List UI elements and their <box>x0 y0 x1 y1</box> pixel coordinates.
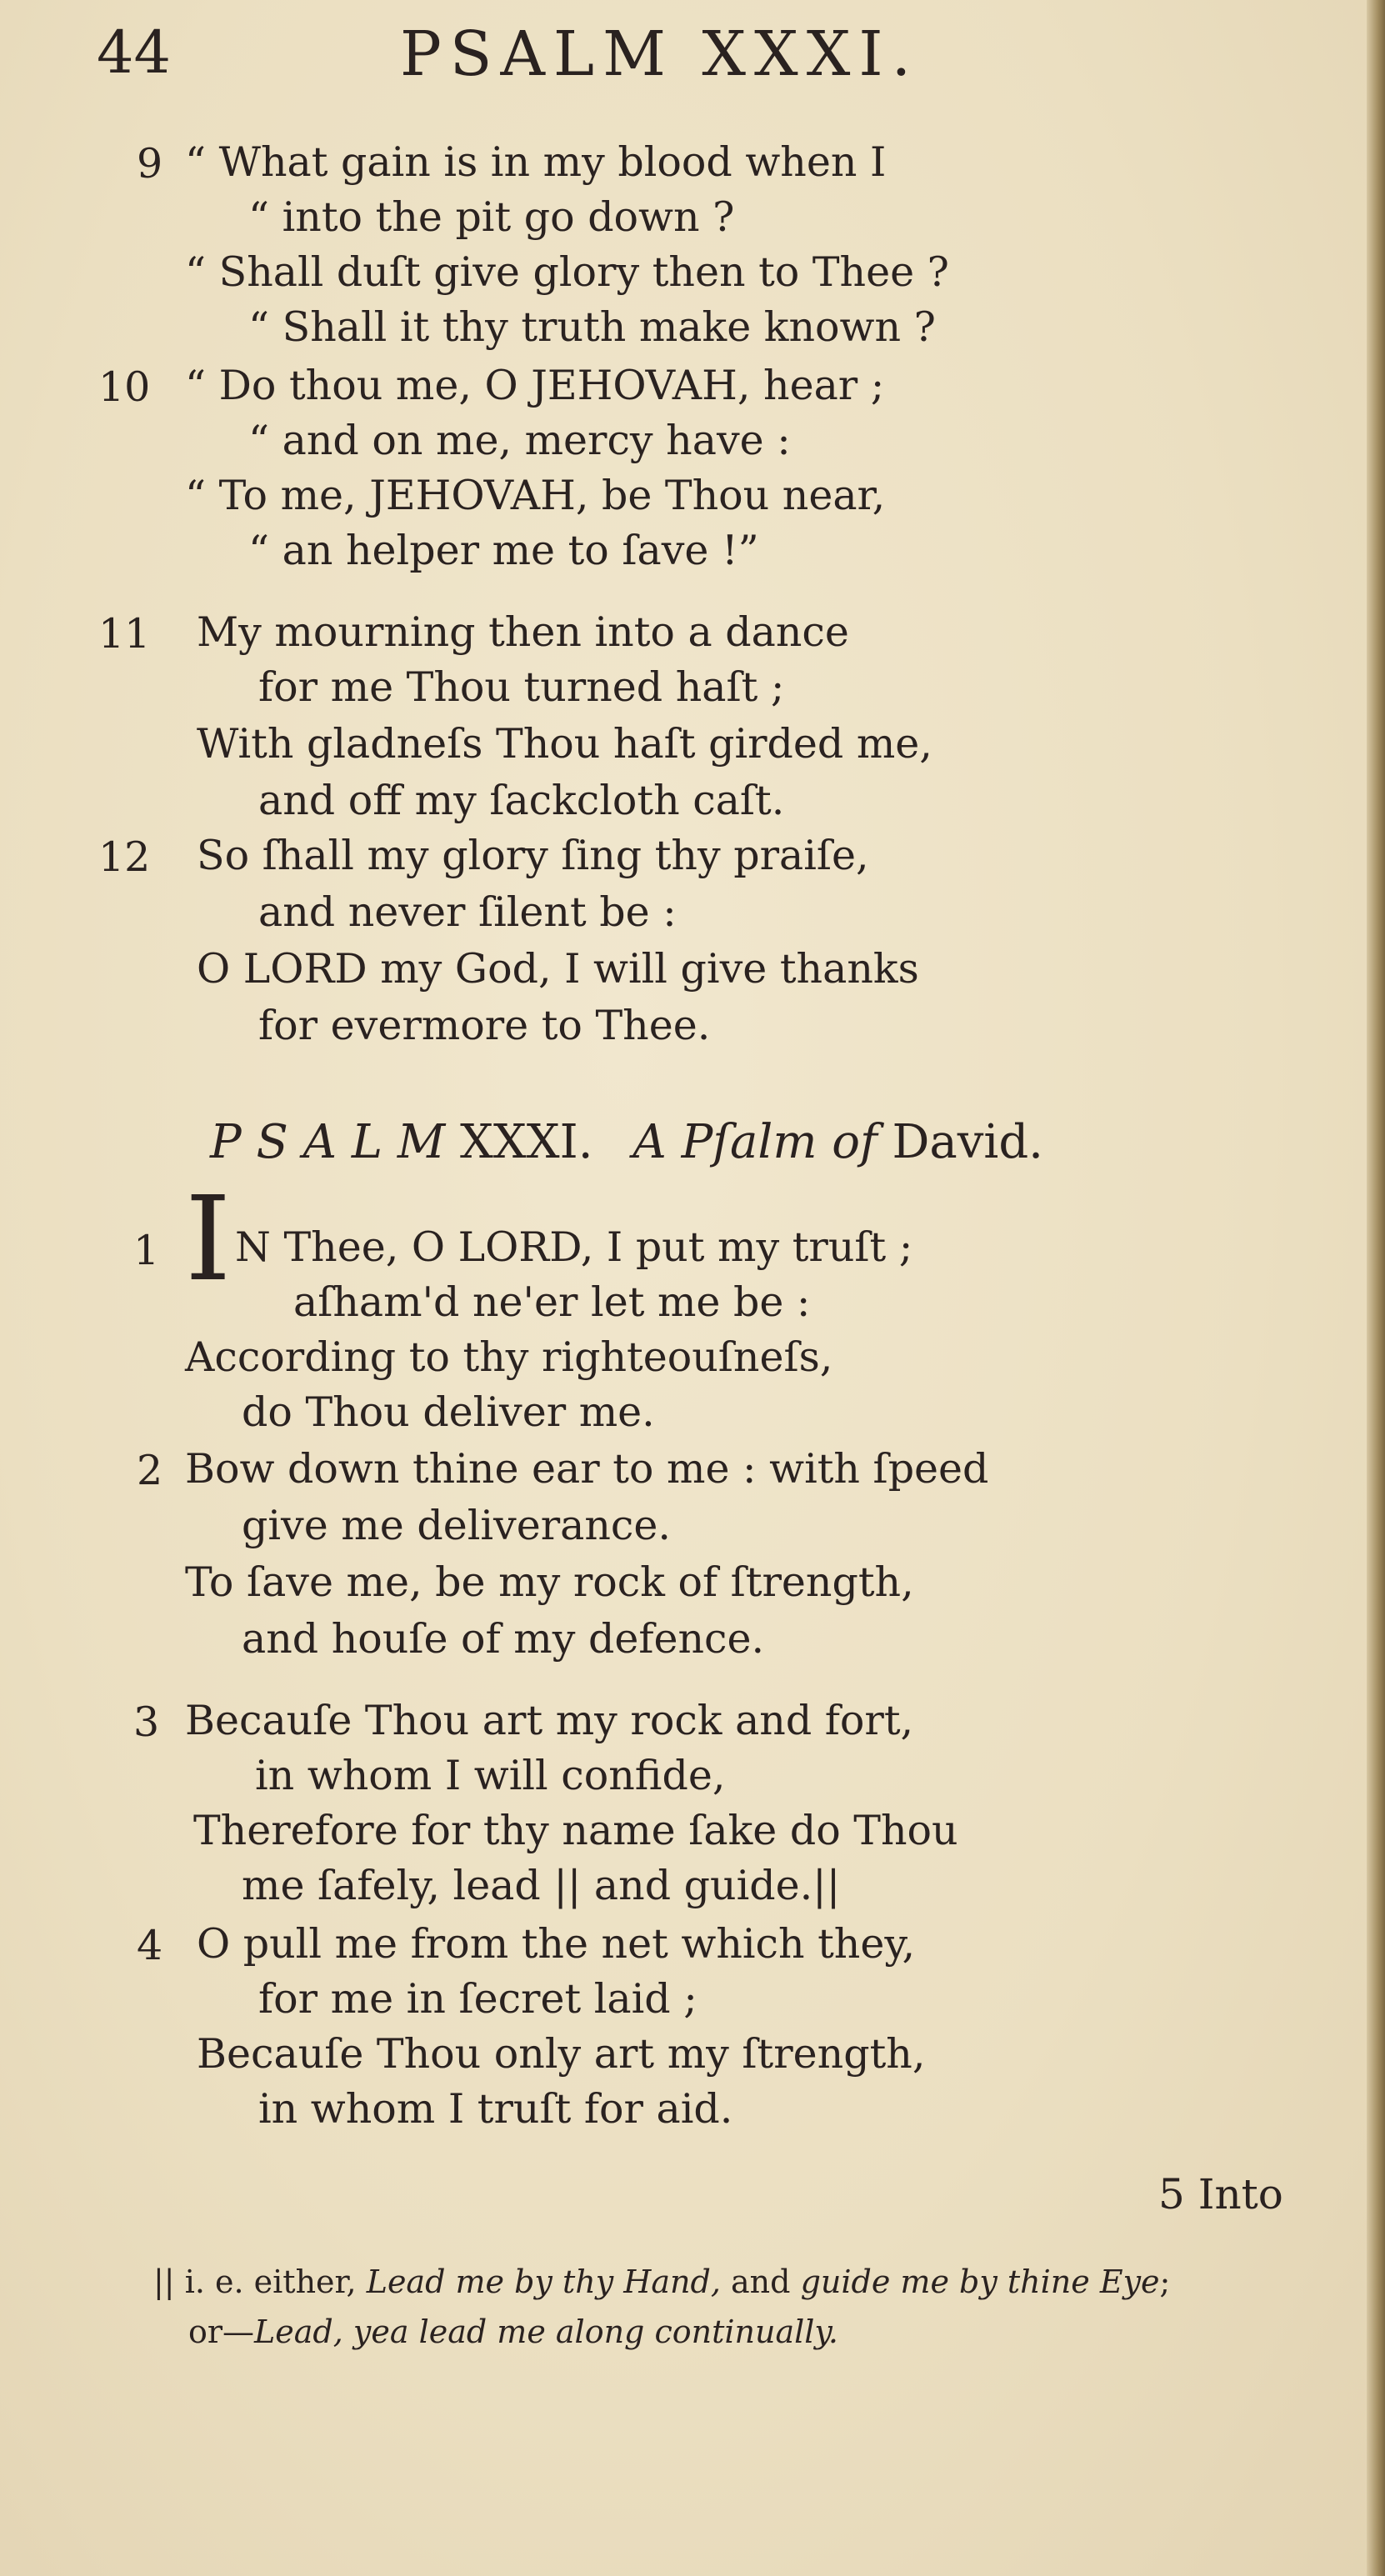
drop-cap: I <box>185 1172 232 1308</box>
verse-line: in whom I will confide, <box>255 1752 726 1799</box>
verse-number: 4 <box>137 1922 163 1969</box>
verse-line: and never ſilent be : <box>258 888 677 936</box>
page-header <box>0 18 1385 110</box>
verse-line: for me in ſecret laid ; <box>258 1975 698 2023</box>
verse-number: 3 <box>133 1698 160 1746</box>
verse-number: 11 <box>98 610 151 658</box>
footnote-line-2: or—Lead, yea lead me along continually. <box>188 2313 838 2350</box>
verse-line: So ſhall my glory ſing thy praiſe, <box>197 832 869 879</box>
verse-line: Becauſe Thou art my rock and fort, <box>185 1697 914 1744</box>
verse-line: me ſafely, lead || and guide.|| <box>242 1862 841 1909</box>
verse-line: for me Thou turned haſt ; <box>258 663 785 711</box>
verse-line: According to thy righteouſneſs, <box>185 1333 833 1381</box>
page-edge <box>1367 0 1385 2576</box>
verse-number: 10 <box>98 363 151 411</box>
verse-line: Bow down thine ear to me : with ſpeed <box>185 1445 989 1493</box>
verse-number: 1 <box>133 1227 160 1274</box>
verse-line: “ an helper me to ſave !” <box>248 527 759 574</box>
verse-line: To ſave me, be my rock of ſtrength, <box>185 1558 914 1606</box>
verse-line: do Thou deliver me. <box>242 1388 655 1436</box>
verse-line: “ Shall duſt give glory then to Thee ? <box>185 248 949 296</box>
verse-number: 2 <box>137 1447 163 1494</box>
verse-line: “ Do thou me, O JEHOVAH, hear ; <box>185 362 885 409</box>
verse-number: 12 <box>98 833 151 881</box>
footnote-line-1: || i. e. either, Lead me by thy Hand, and guide me by thine Eye; <box>153 2263 1171 2300</box>
verse-line: O pull me from the net which they, <box>197 1920 916 1968</box>
verse-line: “ and on me, mercy have : <box>248 417 791 464</box>
verse-line: for evermore to Thee. <box>258 1002 711 1049</box>
psalm-heading: P S A L M XXXI. A Pſalm of David. <box>210 1115 1043 1169</box>
verse-line: and off my ſackcloth caſt. <box>258 777 785 824</box>
verse-line: give me deliverance. <box>242 1502 671 1549</box>
verse-line: With gladneſs Thou haſt girded me, <box>197 720 932 768</box>
verse-line: Therefore for thy name ſake do Thou <box>193 1807 958 1854</box>
verse-line: “ To me, JEHOVAH, be Thou near, <box>185 472 886 519</box>
footnote-mark: || <box>153 2263 175 2300</box>
verse-line: N Thee, O LORD, I put my truſt ; <box>235 1223 913 1271</box>
verse-line: Becauſe Thou only art my ſtrength, <box>197 2030 926 2078</box>
verse-line: O LORD my God, I will give thanks <box>197 945 919 993</box>
verse-line: in whom I truſt for aid. <box>258 2085 733 2133</box>
catchword: 5 Into <box>1158 2170 1283 2218</box>
verse-line: “ Shall it thy truth make known ? <box>248 303 936 351</box>
verse-line: aſham'd ne'er let me be : <box>293 1278 811 1326</box>
verse-line: “ What gain is in my blood when I <box>185 138 887 186</box>
verse-line: My mourning then into a dance <box>197 608 849 656</box>
verse-line: “ into the pit go down ? <box>248 193 735 241</box>
verse-number: 9 <box>137 140 163 188</box>
running-title: PSALM XXXI. <box>400 18 920 90</box>
page-number: 44 <box>97 18 172 87</box>
verse-line: and houſe of my defence. <box>242 1615 765 1663</box>
